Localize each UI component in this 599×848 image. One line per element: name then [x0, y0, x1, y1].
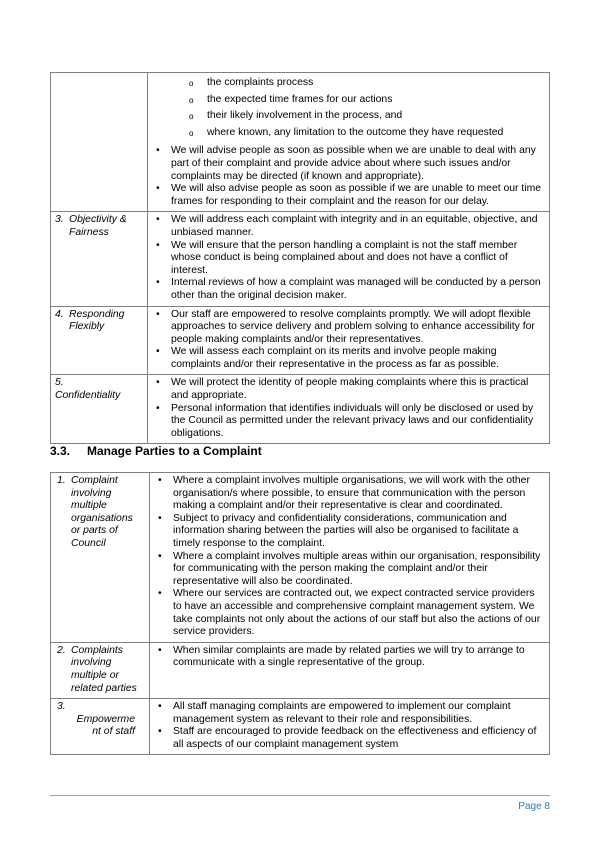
row-number: 5.: [55, 377, 64, 389]
bullet-item: • Where our services are contracted out, we expect contracted service providers to have an accessible and comprehensive complaint management system. We take complaints not only about the actions of our staff but also the actions of our service providers.: [154, 588, 545, 638]
row-label: [51, 473, 150, 643]
row-label-text: Complaints involving multiple or related parties: [71, 644, 137, 694]
principles-table-continued: [50, 72, 550, 444]
bullet-item: • Internal reviews of how a complaint was managed will be conducted by a person other than the original decision maker.: [152, 277, 545, 302]
row-label-text: Complaint involving multiple organisations or parts of Council: [71, 475, 133, 549]
bullet-list: [152, 309, 545, 372]
row-label: [51, 212, 148, 306]
table-row: [51, 642, 550, 698]
table-row: [51, 699, 550, 755]
bullet-item: • Where a complaint involves multiple organisations, we will work with the other organisation/s where possible, to ensure that communication with the person making a complaint and/or their representative is clear and coordinated.: [154, 475, 545, 513]
row-label: [51, 699, 150, 755]
row-number: 4.: [55, 308, 64, 320]
row-label: [51, 306, 148, 375]
bullet-item: • We will assess each complaint on its merits and involve people making complaints and/or their representative in the process as far as possible.: [152, 346, 545, 371]
row-number: 3.: [55, 214, 64, 226]
sub-list-item: o the complaints process: [152, 77, 545, 90]
table-row: [51, 212, 550, 306]
table-row: [51, 473, 550, 643]
row-content: [150, 473, 550, 643]
bullet-list: [152, 377, 545, 440]
bullet-item: • We will address each complaint with integrity and in an equitable, objective, and unbiased manner.: [152, 214, 545, 239]
bullet-item: • We will advise people as soon as possible when we are unable to deal with any part of their complaint and provide advice about where such issues and/or complaints may be directed (if known and appropriate).: [152, 145, 545, 183]
bullet-list: [152, 145, 545, 208]
sub-list-item: o where known, any limitation to the outcome they have requested: [152, 127, 545, 140]
row-number: 1.: [57, 475, 66, 486]
sub-list-item: o the expected time frames for our actions: [152, 94, 545, 107]
bullet-item: • All staff managing complaints are empowered to implement our complaint management system as relevant to their role and responsibilities.: [154, 701, 545, 726]
row-content: [148, 306, 550, 375]
row-label-empty: [51, 73, 148, 212]
bullet-list: [152, 214, 545, 302]
bullet-list: [154, 701, 545, 751]
table-row: [51, 375, 550, 444]
row-label: [51, 375, 148, 444]
bullet-item: • Personal information that identifies individuals will only be disclosed or used by the Council as permitted under the relevant privacy laws and our confidentiality obligations.: [152, 403, 545, 441]
row-number: 3.: [57, 701, 66, 713]
bullet-item: • When similar complaints are made by related parties we will try to arrange to communicate with a single representative of the group.: [154, 645, 545, 670]
row-content: [150, 642, 550, 698]
row-content: [148, 212, 550, 306]
table-row: [51, 306, 550, 375]
row-label-text: Confidentiality: [55, 390, 121, 402]
section-heading: [50, 444, 262, 458]
section-number: 3.3.: [50, 444, 71, 458]
bullet-item: • We will ensure that the person handling a complaint is not the staff member whose conduct is being complained about and does not have a conflict of interest.: [152, 240, 545, 278]
row-label-text: Objectivity &: [69, 214, 127, 226]
row-content: [148, 375, 550, 444]
parties-table: [50, 472, 550, 755]
sub-list: [152, 77, 545, 139]
footer-divider: [50, 795, 550, 796]
bullet-item: • Our staff are empowered to resolve complaints promptly. We will adopt flexible approaches to service delivery and problem solving to enhance accessibility for people making complaints and/or their representatives.: [152, 309, 545, 347]
section-title: Manage Parties to a Complaint: [87, 444, 262, 458]
bullet-item: • We will also advise people as soon as possible if we are unable to meet our time frames for responding to their complaint and the reason for our delay.: [152, 183, 545, 208]
bullet-item: • Staff are encouraged to provide feedback on the effectiveness and efficiency of all aspects of our complaint management system: [154, 726, 545, 751]
row-label-text: Fairness: [69, 226, 109, 238]
row-label-text: Flexibly: [69, 321, 105, 333]
bullet-list: [154, 475, 545, 639]
bullet-item: • We will protect the identity of people making complaints where this is practical and appropriate.: [152, 377, 545, 402]
bullet-item: • Where a complaint involves multiple areas within our organisation, responsibility for communicating with the person making the complaint and/or their representative will also be coordinated.: [154, 551, 545, 589]
row-label: [51, 642, 150, 698]
row-number: 2.: [57, 644, 66, 656]
table-row: [51, 73, 550, 212]
bullet-item: • Subject to privacy and confidentiality considerations, communication and information sharing between the parties will also be organised to facilitate a timely response to the complaint.: [154, 513, 545, 551]
row-content: [148, 73, 550, 212]
sub-list-item: o their likely involvement in the process, and: [152, 110, 545, 123]
row-content: [150, 699, 550, 755]
page-number: Page 8: [518, 801, 550, 812]
row-label-text: Responding: [69, 308, 125, 320]
row-label-text: Empowerment of staff: [76, 713, 135, 738]
bullet-list: [154, 645, 545, 670]
